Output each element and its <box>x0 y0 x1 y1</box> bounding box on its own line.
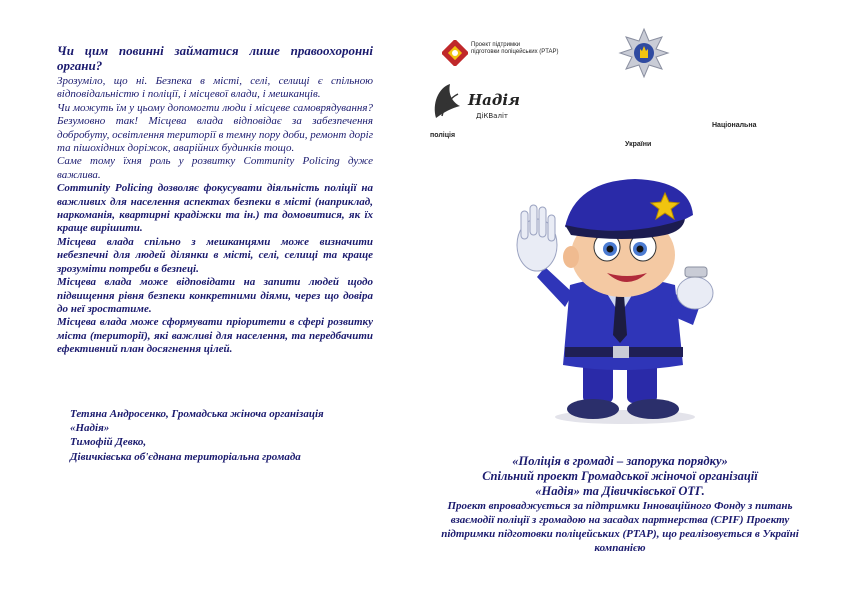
paragraph-4: Community Policing дозволяє фокусувати діяльність поліції на важливих для населення аспектах безпеки в місті (наприклад, наркоманія, квартирні крадіжки та ін.) та домовитися, як їх краще вирішити. <box>57 182 373 235</box>
cartoon-policeman-image <box>515 175 730 425</box>
project-title-line-3: «Надія» та Дівичківської ОТГ. <box>535 484 705 498</box>
project-support-text: Проект впроваджується за підтримки Інноваційного Фонду з питань взаємодії поліції з громадою на засадах партнерства (CPIF) Проекту підтримки підготовки поліцейських (PTAP), що реалізовується в Україні компанією <box>441 500 799 554</box>
national-label: Національна <box>712 122 757 129</box>
paragraph-2: Чи можуть їм у цьому допомогти люди і місцеве самоврядування? Безумовно так! Місцева влада відповідає за забезпечення добробуту, освітлення території в темну пору доби, ремонт доріг та пішохідних доріжок, аварійних будинків тощо. <box>57 101 373 155</box>
rtar-line-1: Проект підтримки <box>471 42 521 48</box>
paragraph-3: Саме тому їхня роль у розвитку Community Policing дуже важлива. <box>57 155 373 181</box>
nadiya-logo-icon <box>430 80 540 122</box>
signature-block <box>70 407 370 464</box>
police-label: поліція <box>430 132 456 139</box>
rtar-logo-icon <box>442 40 468 66</box>
project-title-block <box>440 454 800 499</box>
rtar-line-2: підготовки поліцейських (PTAP) <box>471 49 559 55</box>
signature-line-2: «Надія» <box>70 422 110 435</box>
project-title-line-2: Спільний проект Громадської жіночої організації <box>482 469 758 483</box>
paragraph-7: Місцева влада може сформувати пріоритети в сфері розвитку міста (території), які важливі для населення, та передбачити ефективний план досягнення цілей. <box>57 316 373 356</box>
ukraine-label: України <box>625 141 652 148</box>
signature-line-3: Тимофій Девко, <box>70 436 147 449</box>
section-heading: Чи цим повинні займатися лише правоохоронні органи? <box>57 43 373 73</box>
signature-line-1: Тетяна Андросенко, Громадська жіноча організація <box>70 408 324 420</box>
svg-text:ДіКВаліт: ДіКВаліт <box>476 112 508 120</box>
left-column <box>57 43 373 357</box>
paragraph-6: Місцева влада може відповідати на запити людей щодо підвищення рівня безпеки конкретними діями, через що довіра до неї зростатиме. <box>57 276 373 315</box>
svg-text:Надія: Надія <box>468 91 520 109</box>
rtar-logo-text <box>471 42 559 56</box>
signature-line-4: Дівичківська об'єднана територіальна громада <box>70 450 301 463</box>
paragraph-5: Місцева влада спільно з мешканцями може визначити небезпечні для людей ділянки в місті, селі, селищі та краще зрозуміти потреби в безпеці. <box>57 235 373 275</box>
project-title-line-1: «Поліція в громаді – запорука порядку» <box>512 454 728 468</box>
national-police-star-icon <box>618 27 670 79</box>
paragraph-1: Зрозуміло, що ні. Безпека в місті, селі, селищі є спільною відповідальністю і поліції, і місцевої влади, і мешканців. <box>57 75 373 101</box>
